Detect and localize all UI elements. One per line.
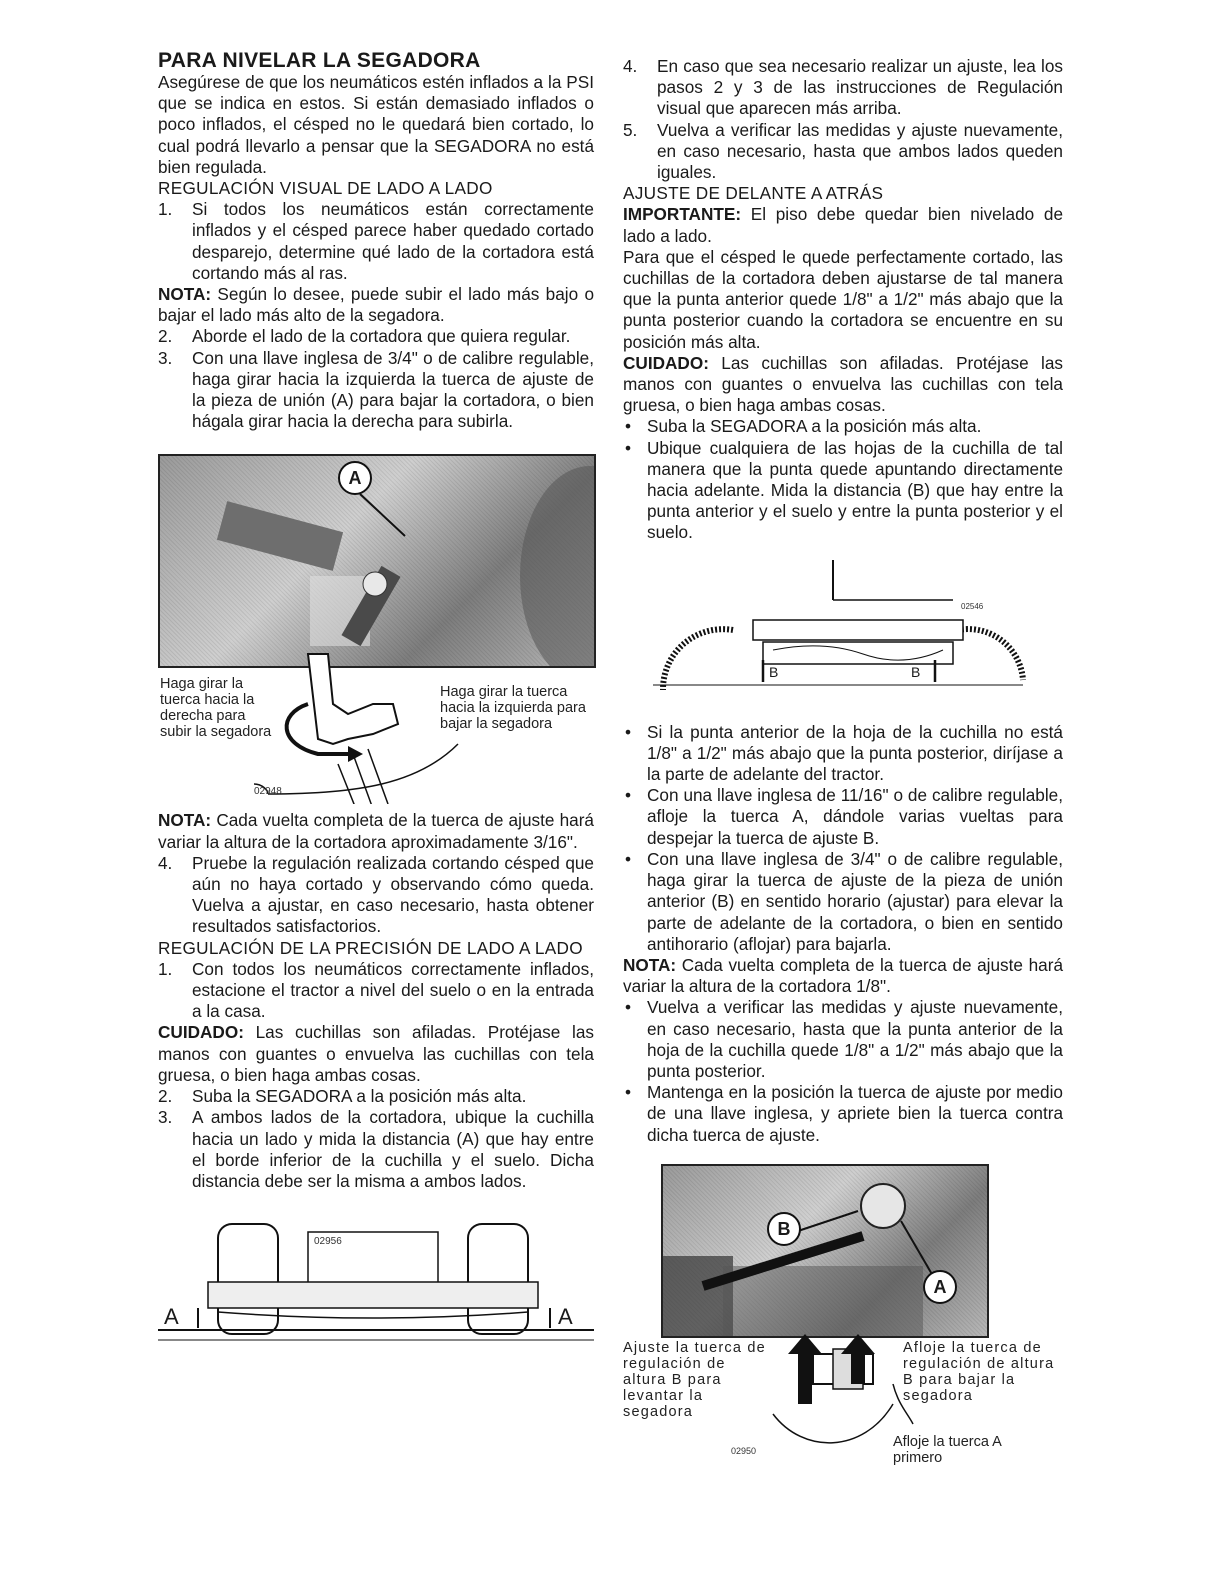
item-text: En caso que sea necesario realizar un ajuste, lea los pasos 2 y 3 de las instrucciones de Regulación visual que aparecen más arriba. — [657, 56, 1063, 119]
important-text: El piso debe quedar bien nivelado de lado a lado. — [623, 204, 1064, 246]
figure-code: 02950 — [731, 1445, 757, 1456]
visual-heading: REGULACIÓN VISUAL DE LADO A LADO — [158, 178, 493, 199]
bullet-item — [623, 1082, 1063, 1146]
caption-right-rotate: Haga girar la tuerca hacia la derecha para subir la segadora — [160, 676, 272, 741]
caution-text: Las cuchillas son afiladas. Protéjase las manos con guantes o envuelva las cuchillas con tela gruesa, o bien haga ambas cosas. — [623, 352, 1063, 416]
bullet-text: Mantenga en la posición la tuerca de ajuste por medio de una llave inglesa, y apriete bien la tuerca contra dicha tuerca de ajuste. — [647, 1082, 1063, 1145]
note-text: Según lo desee, puede subir el lado más bajo o bajar el lado más alto de la segadora. — [158, 284, 594, 326]
bullet-mark: • — [625, 848, 632, 869]
bullet-text: Ubique cualquiera de las hojas de la cuchilla de tal manera que la punta quede apuntando directamente hacia adelante. Mida la distancia (B) que hay entre la punta anterior y el suelo y entre la punta posterior y el suelo. — [647, 437, 1063, 543]
list-item — [623, 56, 1063, 120]
figure-code: 02948 — [254, 786, 282, 798]
list-item — [158, 199, 594, 284]
caution-paragraph — [158, 1022, 594, 1086]
right-column — [623, 56, 1063, 1464]
left-column — [158, 50, 594, 1362]
note-text: Cada vuelta completa de la tuerca de ajuste hará variar la altura de la cortadora 1/8". — [623, 954, 1064, 997]
bullet-mark: • — [625, 785, 632, 806]
list-item — [158, 959, 594, 1023]
item-text: Suba la SEGADORA a la posición más alta. — [192, 1086, 527, 1107]
item-number: 2. — [158, 1086, 173, 1107]
bullet-mark: • — [625, 416, 632, 437]
callout-a: A — [338, 461, 372, 495]
caution-paragraph — [623, 353, 1063, 417]
bullet-mark: • — [625, 721, 632, 742]
mower-side-drawing — [623, 560, 1063, 708]
caption-left-rotate: Haga girar la tuerca hacia la izquierda para bajar la segadora — [440, 684, 586, 733]
bullet-text: Con una llave inglesa de 3/4" o de calibre regulable, haga girar la tuerca de ajuste de la pieza de unión anterior (B) en sentido horario (ajustar) para elevar la parte de adelante de la cortadora, o bien en sentido antihorario (aflojar) para bajarla. — [647, 848, 1063, 954]
intro-paragraph: Asegúrese de que los neumáticos estén inflados a la PSI que se indica en estos. Si están demasiado inflados o poco inflados, el césped no le quedará bien cortado, lo cual podrá llevarlo a pensar que la SEGADORA no está bien regulada. — [158, 72, 594, 177]
item-number: 1. — [158, 958, 173, 979]
front-linkage-drawing — [663, 1166, 987, 1336]
item-text: A ambos lados de la cortadora, ubique la cuchilla hacia un lado y mida la distancia (A) que hay entre el borde inferior de la cuchilla y el suelo. Dicha distancia debe ser la misma a ambos lados. — [192, 1107, 594, 1191]
bullet-item — [623, 997, 1063, 1082]
mower-front-drawing — [158, 1212, 594, 1362]
item-text: Aborde el lado de la cortadora que quiera regular. — [192, 326, 571, 347]
item-text: Con una llave inglesa de 3/4" o de calibre regulable, haga girar hacia la izquierda la tuerca de ajuste de la pieza de unión (A) para bajar la cortadora, o bien hágala girar hacia la derecha para subirla. — [192, 347, 594, 432]
caution-label: CUIDADO: — [158, 1022, 244, 1043]
item-text: Vuelva a verificar las medidas y ajuste nuevamente, en caso necesario, hasta que ambos lados queden iguales. — [657, 119, 1063, 183]
item-number: 1. — [158, 199, 173, 220]
note-label: NOTA: — [158, 810, 212, 831]
list-item — [158, 853, 594, 938]
note-label: NOTA: — [158, 284, 212, 305]
item-text: Si todos los neumáticos están correctamente inflados y el césped parece haber quedado cortado desparejo, determine qué lado de la cortadora está cortando más al ras. — [192, 199, 594, 283]
item-number: 5. — [623, 119, 638, 140]
figure-front-nuts — [623, 1164, 1063, 1464]
item-number: 3. — [158, 347, 173, 368]
bullet-item — [623, 438, 1063, 544]
label-b-rear: B — [911, 663, 921, 680]
note-text: Cada vuelta completa de la tuerca de ajuste hará variar la altura de la cortadora aproximadamente 3/16". — [158, 810, 594, 852]
bullet-text: Si la punta anterior de la hoja de la cuchilla no está 1/8" a 1/2" más abajo que la punta posterior, diríjase a la parte de adelante del tractor. — [647, 721, 1063, 785]
list-item — [158, 1086, 594, 1107]
item-number: 2. — [158, 326, 173, 347]
label-a-right: A — [558, 1304, 573, 1330]
figure-code: 02956 — [314, 1236, 342, 1248]
important-paragraph — [623, 204, 1063, 246]
section-title: PARA NIVELAR LA SEGADORA — [158, 49, 481, 72]
caption-lower: Afloje la tuerca de regulación de altura B para bajar la segadora — [903, 1339, 1055, 1404]
figure-side-height — [158, 1212, 594, 1362]
front-back-heading: AJUSTE DE DELANTE A ATRÁS — [623, 183, 884, 204]
bullet-mark: • — [625, 1082, 632, 1103]
item-text: Con todos los neumáticos correctamente inflados, estacione el tractor a nivel del suelo o en la entrada a la casa. — [192, 958, 594, 1022]
figure-blade-tips — [623, 560, 1063, 708]
list-item — [158, 348, 594, 433]
blade-paragraph: Para que el césped le quede perfectamente cortado, las cuchillas de la cortadora deben ajustarse de tal manera que la punta anterior quede 1/8" a 1/2" más abajo que la punta posterior cuando la cortadora se encuentre en su posición más alta. — [623, 246, 1063, 352]
figure-code: 02546 — [961, 601, 984, 611]
bullet-mark: • — [625, 997, 632, 1018]
bullet-item — [623, 416, 1063, 437]
callout-a: A — [923, 1270, 957, 1304]
front-linkage-photo — [661, 1164, 989, 1338]
list-item — [623, 120, 1063, 184]
label-b-front: B — [769, 663, 779, 680]
caption-loosen-a: Afloje la tuerca A primero — [893, 1433, 1002, 1466]
list-item — [158, 1107, 594, 1192]
note-paragraph — [623, 955, 1063, 997]
list-item — [158, 326, 594, 347]
item-text: Pruebe la regulación realizada cortando césped que aún no haya cortado y observando cómo queda. Vuelva a ajustar, en caso necesario, hasta obtener resultados satisfactorios. — [192, 852, 594, 937]
figure-linkage-nut — [158, 454, 594, 822]
callout-b: B — [767, 1212, 801, 1246]
bullet-text: Con una llave inglesa de 11/16" o de calibre regulable, afloje la tuerca A, dándole varias vueltas para despejar la tuerca de ajuste B. — [647, 785, 1063, 848]
item-number: 3. — [158, 1107, 173, 1128]
bullet-text: Vuelva a verificar las medidas y ajuste nuevamente, en caso necesario, hasta que la punta anterior de la hoja de la cuchilla quede 1/8" a 1/2" más abajo que la punta posterior. — [647, 997, 1063, 1081]
precision-heading: REGULACIÓN DE LA PRECISIÓN DE LADO A LADO — [158, 937, 583, 958]
bullet-item — [623, 785, 1063, 849]
item-number: 4. — [158, 852, 173, 873]
bullet-text: Suba la SEGADORA a la posición más alta. — [647, 416, 982, 437]
linkage-photo — [158, 454, 596, 668]
label-a-left: A — [164, 1304, 179, 1330]
bullet-mark: • — [625, 437, 632, 458]
caution-label: CUIDADO: — [623, 352, 709, 373]
caution-text: Las cuchillas son afiladas. Protéjase las manos con guantes o envuelva las cuchillas con tela gruesa, o bien haga ambas cosas. — [158, 1022, 594, 1085]
note-label: NOTA: — [623, 954, 677, 975]
note-paragraph — [158, 284, 594, 326]
bullet-item — [623, 849, 1063, 955]
linkage-drawing — [160, 456, 594, 666]
bullet-item — [623, 722, 1063, 786]
item-number: 4. — [623, 56, 638, 76]
caption-raise: Ajuste la tuerca de regulación de altura B para levantar la segadora — [623, 1339, 766, 1420]
important-label: IMPORTANTE: — [623, 204, 742, 225]
